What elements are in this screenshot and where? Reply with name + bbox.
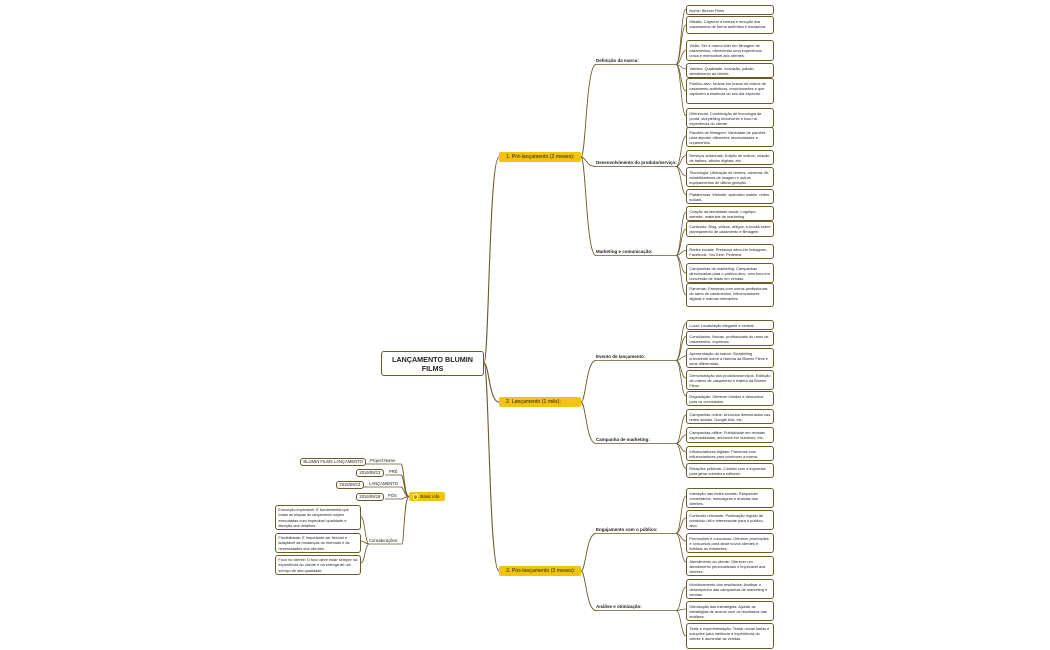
leaf-node[interactable]: Valores: Qualidade, inovação, paixão, atendimento ao cliente. <box>686 63 774 78</box>
basic-info-key[interactable]: PRÉ <box>389 469 398 474</box>
basic-info-value[interactable]: BLUMIN FILMS LANÇAMENTO <box>300 458 366 467</box>
consideration-item[interactable]: Execução impecável: É fundamental que todas as etapas do lançamento sejam executadas com impecável qualidade e atenção aos detalhes. <box>275 505 361 530</box>
phase-1[interactable]: 1. Pré-lançamento (2 meses): <box>499 152 581 162</box>
section-label[interactable]: Campanha de marketing: <box>596 437 650 442</box>
leaf-node[interactable]: Criação da identidade visual: Logotipo, website, materiais de marketing. <box>686 206 774 221</box>
basic-info-label: Basic info <box>420 494 440 499</box>
leaf-node[interactable]: Tecnologia: Utilização de drones, câmeras 4K, estabilizadores de imagem e outros equipamentos de última geração. <box>686 167 774 187</box>
leaf-node[interactable]: Campanhas offline: Publicidade em revistas especializadas, anúncios em outdoors, etc. <box>686 427 774 443</box>
connector <box>676 256 686 296</box>
basic-info-key[interactable]: LANÇAMENTO <box>369 481 399 486</box>
connector <box>484 363 499 571</box>
leaf-node[interactable]: Diferencial: Combinação de tecnologia de ponta, storytelling envolvente e foco na experiência do cliente. <box>686 108 774 128</box>
consideration-item[interactable]: Flexibilidade: É importante ser flexível e adaptável às mudanças do mercado e às necessidades dos clientes. <box>275 533 361 553</box>
section-label[interactable]: Definição da marca: <box>596 58 639 63</box>
connector <box>361 544 369 563</box>
leaf-node[interactable]: Otimização das estratégias: Ajustar as estratégias de acordo com os resultados das análises. <box>686 601 774 621</box>
leaf-node[interactable]: Missão: Capturar a beleza e emoção dos casamentos de forma autêntica e inovadora. <box>686 16 774 34</box>
leaf-node[interactable]: Apresentação da marca: Storytelling envolvente sobre a história da Blumin Films e seus diferenciais. <box>686 348 774 368</box>
leaf-node[interactable]: Conteúdo relevante: Publicação regular de conteúdo útil e interessante para o público-alvo. <box>686 510 774 530</box>
root-node[interactable]: LANÇAMENTO BLUMIN FILMS <box>381 351 484 376</box>
leaf-node[interactable]: Teste e experimentação: Testar novas ideias e soluções para melhorar a experiência do cliente e aumentar as vendas. <box>686 623 774 649</box>
leaf-node[interactable]: Visão: Ser a marca líder em filmagem de casamentos, oferecendo uma experiência única e memorável aos clientes. <box>686 40 774 61</box>
leaf-node[interactable]: Campanhas online: Anúncios direcionados nas redes sociais, Google Ads, etc. <box>686 409 774 424</box>
connector <box>581 361 596 403</box>
leaf-node[interactable]: Interação nas redes sociais: Responder comentários, mensagens e dúvidas dos clientes. <box>686 488 774 508</box>
connector <box>676 361 686 397</box>
connector <box>484 157 499 363</box>
section-label[interactable]: Evento de lançamento: <box>596 354 646 359</box>
basic-info-value[interactable]: 2016/09/18 <box>356 493 384 502</box>
connector <box>361 517 369 544</box>
connector <box>676 212 686 256</box>
leaf-node[interactable]: Público-alvo: Noivas em busca de vídeos de casamento autênticos, emocionantes e que capturem a essência do seu dia especial. <box>686 78 774 104</box>
info-dot-icon <box>413 494 418 499</box>
leaf-node[interactable]: Conteúdo: Blog, vídeos, artigos, e-books sobre planejamento de casamento e filmagem. <box>686 221 774 237</box>
section-label[interactable]: Desenvolvimento do produto/serviço: <box>596 160 677 165</box>
connector <box>401 464 409 497</box>
connector <box>581 157 596 256</box>
connector <box>676 587 686 611</box>
leaf-node[interactable]: Monitoramento dos resultados: Analisar o desempenho das campanhas de marketing e vendas. <box>686 579 774 599</box>
leaf-node[interactable]: Pacotes de filmagem: Variedade de pacotes para atender diferentes necessidades e orçamentos. <box>686 127 774 147</box>
leaf-node[interactable]: Influenciadores digitais: Parcerias com influenciadores para promover a marca. <box>686 446 774 461</box>
leaf-node[interactable]: Convidados: Noivas, profissionais do ramo de casamentos, imprensa. <box>686 331 774 346</box>
leaf-node[interactable]: Relações públicas: Contato com a imprensa para gerar cobertura editorial. <box>686 463 774 478</box>
leaf-node[interactable]: Plataformas: Website, aplicativo mobile, redes sociais. <box>686 189 774 204</box>
connector <box>581 534 596 572</box>
connector <box>402 497 409 545</box>
connector <box>676 324 686 361</box>
connector <box>676 9 686 65</box>
phase-2[interactable]: 2. Lançamento (1 mês): <box>499 397 581 407</box>
leaf-node[interactable]: Promoções e concursos: Oferecer promoções e concursos para atrair novos clientes e fidelizar os existentes. <box>686 533 774 553</box>
basic-info-key[interactable]: Project Name <box>370 458 396 463</box>
leaf-node[interactable]: Nome: Blumin Films <box>686 5 774 15</box>
connector <box>581 65 596 158</box>
connector <box>676 611 686 637</box>
leaf-node[interactable]: Demonstração dos produtos/serviços: Exibição de vídeos de casamento e trailers da Blumin Films. <box>686 370 774 390</box>
basic-info-key[interactable]: PÓS <box>388 493 397 498</box>
leaf-node[interactable]: Degustação: Oferecer brindes e descontos para os convidados. <box>686 391 774 406</box>
considerations-label[interactable]: Considerações: <box>369 538 399 543</box>
connector <box>676 361 686 379</box>
connector <box>581 571 596 611</box>
basic-info-value[interactable]: 2016/09/13 <box>336 481 364 490</box>
leaf-node[interactable]: Campanhas de marketing: Campanhas direcionadas para o público-alvo, com foco em conversão de leads em vendas. <box>686 263 774 283</box>
leaf-node[interactable]: Local: Localização elegante e central. <box>686 320 774 330</box>
connector <box>581 402 596 444</box>
leaf-node[interactable]: Parcerias: Parcerias com outros profissionais do ramo de casamentos, influenciadores digitais e marcas relevantes. <box>686 283 774 307</box>
leaf-node[interactable]: Redes sociais: Presença ativa em Instagram, Facebook, YouTube, Pinterest. <box>686 244 774 259</box>
section-label[interactable]: Marketing e comunicação: <box>596 249 653 254</box>
leaf-node[interactable]: Serviços adicionais: Edição de vídeos, criação de trailers, álbuns digitais, etc. <box>686 150 774 165</box>
section-label[interactable]: Análise e otimização: <box>596 604 642 609</box>
connector <box>676 496 686 534</box>
phase-3[interactable]: 3. Pós-lançamento (3 meses): <box>499 566 581 576</box>
basic-info-value[interactable]: 2016/08/13 <box>356 469 384 478</box>
consideration-item[interactable]: Foco no cliente: O foco deve estar sempre na experiência do cliente e na entrega de um serviço de alta qualidade. <box>275 555 361 575</box>
section-label[interactable]: Engajamento com o público: <box>596 527 658 532</box>
basic-info-node[interactable] <box>409 492 445 501</box>
leaf-node[interactable]: Atendimento ao cliente: Oferecer um atendimento personalizado e impecável aos clientes. <box>686 556 774 576</box>
